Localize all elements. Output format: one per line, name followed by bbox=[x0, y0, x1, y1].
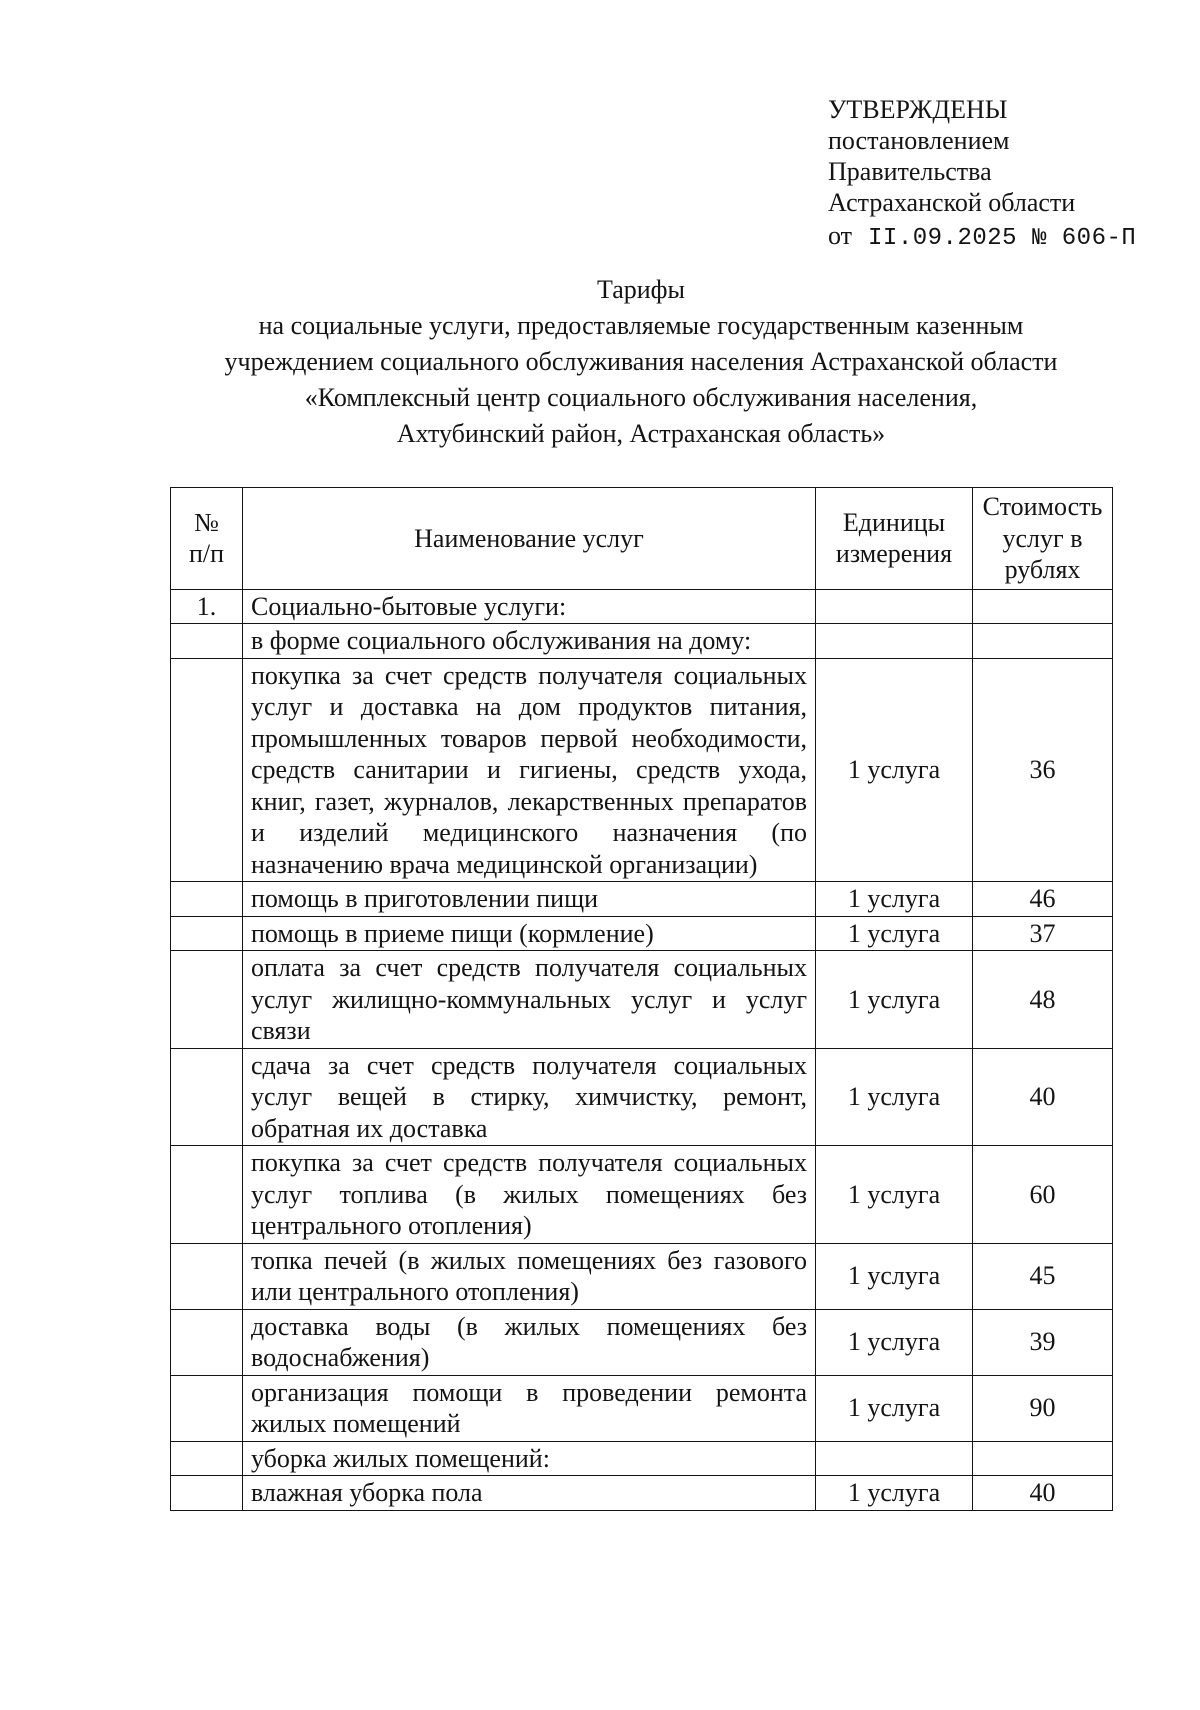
approval-date-line bbox=[828, 220, 1136, 254]
title-line: Ахтубинский район, Астраханская область» bbox=[396, 419, 886, 448]
cell-unit: 1 услуга bbox=[816, 1048, 973, 1146]
cell-cost: 37 bbox=[973, 916, 1113, 951]
cell-service-name: влажная уборка пола bbox=[243, 1476, 816, 1511]
table-row bbox=[171, 1048, 1113, 1146]
table-row bbox=[171, 1441, 1113, 1476]
cell-service-name: сдача за счет средств получателя социальных услуг вещей в стирку, химчистку, ремонт, обратная их доставка bbox=[243, 1048, 816, 1146]
cell-cost: 45 bbox=[973, 1243, 1113, 1309]
approval-date-number: II.09.2025 № 606-П bbox=[868, 225, 1137, 252]
cell-service-name: помощь в приготовлении пищи bbox=[243, 882, 816, 917]
cell-cost: 40 bbox=[973, 1476, 1113, 1511]
cell-service-name: оплата за счет средств получателя социальных услуг жилищно-коммунальных услуг и услуг связи bbox=[243, 951, 816, 1049]
title-line: на социальные услуги, предоставляемые государственным казенным bbox=[258, 311, 1024, 340]
cell-unit: 1 услуга bbox=[816, 1243, 973, 1309]
header-service-name: Наименование услуг bbox=[243, 488, 816, 590]
title-block bbox=[170, 272, 1112, 452]
cell-number bbox=[171, 1146, 243, 1244]
cell-unit: 1 услуга bbox=[816, 658, 973, 882]
header-number bbox=[171, 488, 243, 590]
cell-service-name: покупка за счет средств получателя социальных услуг и доставка на дом продуктов питания, промышленных товаров первой необходимости, средств санитарии и гигиены, средств ухода, книг, газет, журналов, лекарственных препаратов и изделий медицинского назначения (по назначению врача медицинской организации) bbox=[243, 658, 816, 882]
table-row bbox=[171, 658, 1113, 882]
cell-number bbox=[171, 1441, 243, 1476]
cell-service-name: организация помощи в проведении ремонта жилых помещений bbox=[243, 1375, 816, 1441]
approval-date-prefix: от bbox=[828, 221, 853, 250]
cell-unit: 1 услуга bbox=[816, 1146, 973, 1244]
cell-number bbox=[171, 1375, 243, 1441]
cell-number bbox=[171, 1048, 243, 1146]
cell-number bbox=[171, 1309, 243, 1375]
approval-block bbox=[828, 94, 1136, 254]
cell-unit bbox=[816, 1441, 973, 1476]
cell-service-name: доставка воды (в жилых помещениях без водоснабжения) bbox=[243, 1309, 816, 1375]
table-row bbox=[171, 624, 1113, 659]
cell-cost: 48 bbox=[973, 951, 1113, 1049]
approval-line: Правительства bbox=[828, 157, 992, 186]
cell-unit: 1 услуга bbox=[816, 1309, 973, 1375]
cell-service-name: уборка жилых помещений: bbox=[243, 1441, 816, 1476]
header-unit-line: Единицы bbox=[842, 507, 946, 537]
cell-number bbox=[171, 1243, 243, 1309]
cell-unit: 1 услуга bbox=[816, 951, 973, 1049]
cell-number bbox=[171, 1476, 243, 1511]
title-line: «Комплексный центр социального обслуживания населения, bbox=[304, 383, 978, 412]
cell-cost: 60 bbox=[973, 1146, 1113, 1244]
header-unit bbox=[816, 488, 973, 590]
cell-number bbox=[171, 882, 243, 917]
table-row bbox=[171, 1476, 1113, 1511]
cell-cost bbox=[973, 589, 1113, 624]
cell-cost: 40 bbox=[973, 1048, 1113, 1146]
table-row bbox=[171, 589, 1113, 624]
header-number-symbol: № bbox=[194, 507, 219, 537]
cell-number bbox=[171, 624, 243, 659]
cell-unit: 1 услуга bbox=[816, 916, 973, 951]
cell-unit bbox=[816, 589, 973, 624]
cell-cost: 90 bbox=[973, 1375, 1113, 1441]
cell-cost: 36 bbox=[973, 658, 1113, 882]
cell-number bbox=[171, 951, 243, 1049]
table-row bbox=[171, 882, 1113, 917]
cell-unit: 1 услуга bbox=[816, 1375, 973, 1441]
table-row bbox=[171, 1146, 1113, 1244]
cell-cost bbox=[973, 624, 1113, 659]
cell-service-name: Социально-бытовые услуги: bbox=[243, 589, 816, 624]
cell-cost bbox=[973, 1441, 1113, 1476]
table-header-row bbox=[171, 488, 1113, 590]
cell-service-name: в форме социального обслуживания на дому: bbox=[243, 624, 816, 659]
document-title: Тарифы bbox=[596, 275, 685, 304]
table-row bbox=[171, 951, 1113, 1049]
approval-heading: УТВЕРЖДЕНЫ bbox=[828, 95, 1008, 124]
cell-unit: 1 услуга bbox=[816, 1476, 973, 1511]
header-cost: Стоимость услуг в рублях bbox=[973, 488, 1113, 590]
table-row bbox=[171, 1375, 1113, 1441]
approval-line: постановлением bbox=[828, 126, 1010, 155]
table-row bbox=[171, 1309, 1113, 1375]
cell-number: 1. bbox=[171, 589, 243, 624]
cell-service-name: топка печей (в жилых помещениях без газового или центрального отопления) bbox=[243, 1243, 816, 1309]
cell-unit bbox=[816, 624, 973, 659]
approval-line: Астраханской области bbox=[828, 188, 1076, 217]
title-line: учреждением социального обслуживания населения Астраханской области bbox=[224, 347, 1058, 376]
cell-number bbox=[171, 916, 243, 951]
table-row bbox=[171, 1243, 1113, 1309]
cell-number bbox=[171, 658, 243, 882]
cell-cost: 39 bbox=[973, 1309, 1113, 1375]
cell-unit: 1 услуга bbox=[816, 882, 973, 917]
header-number-abbr: п/п bbox=[188, 539, 225, 569]
cell-cost: 46 bbox=[973, 882, 1113, 917]
cell-service-name: помощь в приеме пищи (кормление) bbox=[243, 916, 816, 951]
tariff-table bbox=[170, 487, 1113, 1511]
cell-service-name: покупка за счет средств получателя социальных услуг топлива (в жилых помещениях без центрального отопления) bbox=[243, 1146, 816, 1244]
table-row bbox=[171, 916, 1113, 951]
header-unit-line: измерения bbox=[835, 539, 953, 569]
